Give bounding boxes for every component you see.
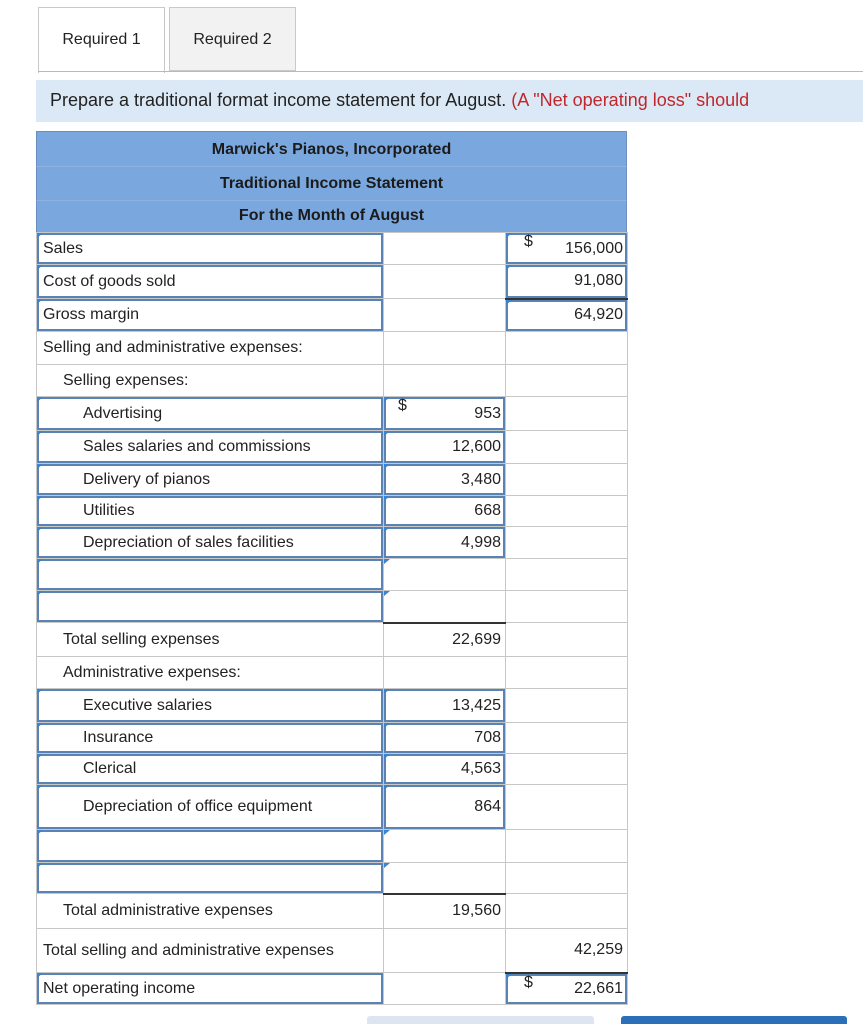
flag-icon <box>37 754 43 759</box>
noi-amount-field[interactable]: $ 22,661 <box>506 973 628 1005</box>
empty-selling-label-2[interactable] <box>37 591 384 623</box>
flag-icon <box>37 464 43 469</box>
empty-admin-amount-2[interactable] <box>384 863 506 894</box>
exec-salaries-amount-field[interactable]: 13,425 <box>384 689 506 723</box>
clerical-label[interactable]: Clerical <box>37 754 384 785</box>
statement-table <box>36 232 628 1005</box>
flag-icon <box>37 299 43 304</box>
total-sga-label: Total selling and administrative expenses <box>37 929 384 973</box>
table-row <box>37 894 628 929</box>
flag-icon <box>384 559 390 564</box>
table-row <box>37 332 628 365</box>
total-sga-amount: 42,259 <box>506 929 628 973</box>
sales-mid-cell[interactable] <box>384 233 506 265</box>
flag-icon <box>37 973 43 978</box>
sales-label[interactable]: Sales <box>37 233 384 265</box>
table-row <box>37 929 628 973</box>
admin-header: Administrative expenses: <box>37 657 384 689</box>
table-row <box>37 464 628 496</box>
flag-icon <box>384 863 390 868</box>
sales-salaries-amount-field[interactable]: 12,600 <box>384 431 506 464</box>
delivery-amount-field[interactable]: 3,480 <box>384 464 506 496</box>
table-row <box>37 265 628 299</box>
gross-amount-field[interactable]: 64,920 <box>506 299 628 332</box>
empty-selling-amount-2[interactable] <box>384 591 506 623</box>
table-row <box>37 431 628 464</box>
flag-icon <box>37 591 43 596</box>
utilities-label[interactable]: Utilities <box>37 496 384 527</box>
table-row <box>37 397 628 431</box>
table-row <box>37 365 628 397</box>
gross-mid-cell[interactable] <box>384 299 506 332</box>
flag-icon <box>37 233 43 238</box>
clerical-amount-field[interactable]: 4,563 <box>384 754 506 785</box>
flag-icon <box>384 830 390 835</box>
flag-icon <box>384 754 390 759</box>
table-row <box>37 496 628 527</box>
flag-icon <box>506 265 512 270</box>
dep-sales-amount-field[interactable]: 4,998 <box>384 527 506 559</box>
flag-icon <box>37 723 43 728</box>
flag-icon <box>384 397 390 402</box>
dep-office-label[interactable]: Depreciation of office equipment <box>37 785 384 830</box>
tab-divider <box>38 71 863 72</box>
flag-icon <box>37 785 43 790</box>
dep-office-amount-field[interactable]: 864 <box>384 785 506 830</box>
table-row <box>37 657 628 689</box>
flag-icon <box>37 689 43 694</box>
flag-icon <box>37 496 43 501</box>
company-name: Marwick's Pianos, Incorporated <box>36 131 627 166</box>
table-row <box>37 623 628 657</box>
income-statement <box>36 131 627 1005</box>
statement-title: Traditional Income Statement <box>36 166 627 200</box>
cogs-mid-cell[interactable] <box>384 265 506 299</box>
dep-sales-label[interactable]: Depreciation of sales facilities <box>37 527 384 559</box>
total-admin-label: Total administrative expenses <box>37 894 384 929</box>
flag-icon <box>37 559 43 564</box>
flag-icon <box>37 863 43 868</box>
sales-salaries-label[interactable]: Sales salaries and commissions <box>37 431 384 464</box>
noi-label[interactable]: Net operating income <box>37 973 384 1005</box>
flag-icon <box>384 527 390 532</box>
flag-icon <box>384 785 390 790</box>
flag-icon <box>384 689 390 694</box>
flag-icon <box>384 723 390 728</box>
flag-icon <box>506 233 512 238</box>
table-row <box>37 785 628 830</box>
flag-icon <box>384 431 390 436</box>
empty-admin-amount-1[interactable] <box>384 830 506 863</box>
next-button[interactable] <box>621 1016 847 1024</box>
insurance-label[interactable]: Insurance <box>37 723 384 754</box>
gross-margin-label[interactable]: Gross margin <box>37 299 384 332</box>
flag-icon <box>37 431 43 436</box>
table-row <box>37 527 628 559</box>
tab-required-2[interactable]: Required 2 <box>169 7 296 71</box>
table-row <box>37 830 628 863</box>
table-row <box>37 723 628 754</box>
flag-icon <box>37 830 43 835</box>
table-row <box>37 754 628 785</box>
flag-icon <box>37 397 43 402</box>
empty-admin-label-1[interactable] <box>37 830 384 863</box>
empty-admin-label-2[interactable] <box>37 863 384 894</box>
table-row <box>37 973 628 1005</box>
table-row <box>37 233 628 265</box>
flag-icon <box>37 265 43 270</box>
table-row <box>37 689 628 723</box>
advertising-label[interactable]: Advertising <box>37 397 384 431</box>
flag-icon <box>384 496 390 501</box>
flag-icon <box>384 591 390 596</box>
empty-selling-label-1[interactable] <box>37 559 384 591</box>
instruction-text: Prepare a traditional format income statement for August. <box>50 90 507 110</box>
insurance-amount-field[interactable]: 708 <box>384 723 506 754</box>
delivery-label[interactable]: Delivery of pianos <box>37 464 384 496</box>
flag-icon <box>37 527 43 532</box>
previous-button[interactable] <box>367 1016 594 1024</box>
table-row <box>37 299 628 332</box>
exec-salaries-label[interactable]: Executive salaries <box>37 689 384 723</box>
table-row <box>37 591 628 623</box>
table-row <box>37 559 628 591</box>
flag-icon <box>384 464 390 469</box>
sales-amount-field[interactable]: $ 156,000 <box>506 233 628 265</box>
instruction-note: (A "Net operating loss" should <box>511 90 750 110</box>
table-row <box>37 863 628 894</box>
empty-selling-amount-1[interactable] <box>384 559 506 591</box>
total-selling-amount: 22,699 <box>384 623 506 657</box>
tab-required-1[interactable]: Required 1 <box>38 7 165 73</box>
selling-header: Selling expenses: <box>37 365 384 397</box>
total-selling-label: Total selling expenses <box>37 623 384 657</box>
instruction-banner <box>36 80 863 122</box>
sga-header: Selling and administrative expenses: <box>37 332 384 365</box>
flag-icon <box>506 300 512 305</box>
cogs-amount-field[interactable]: 91,080 <box>506 265 628 299</box>
cogs-label[interactable]: Cost of goods sold <box>37 265 384 299</box>
advertising-amount-field[interactable]: $ 953 <box>384 397 506 431</box>
utilities-amount-field[interactable]: 668 <box>384 496 506 527</box>
statement-period: For the Month of August <box>36 200 627 232</box>
total-admin-amount: 19,560 <box>384 894 506 929</box>
flag-icon <box>506 974 512 979</box>
